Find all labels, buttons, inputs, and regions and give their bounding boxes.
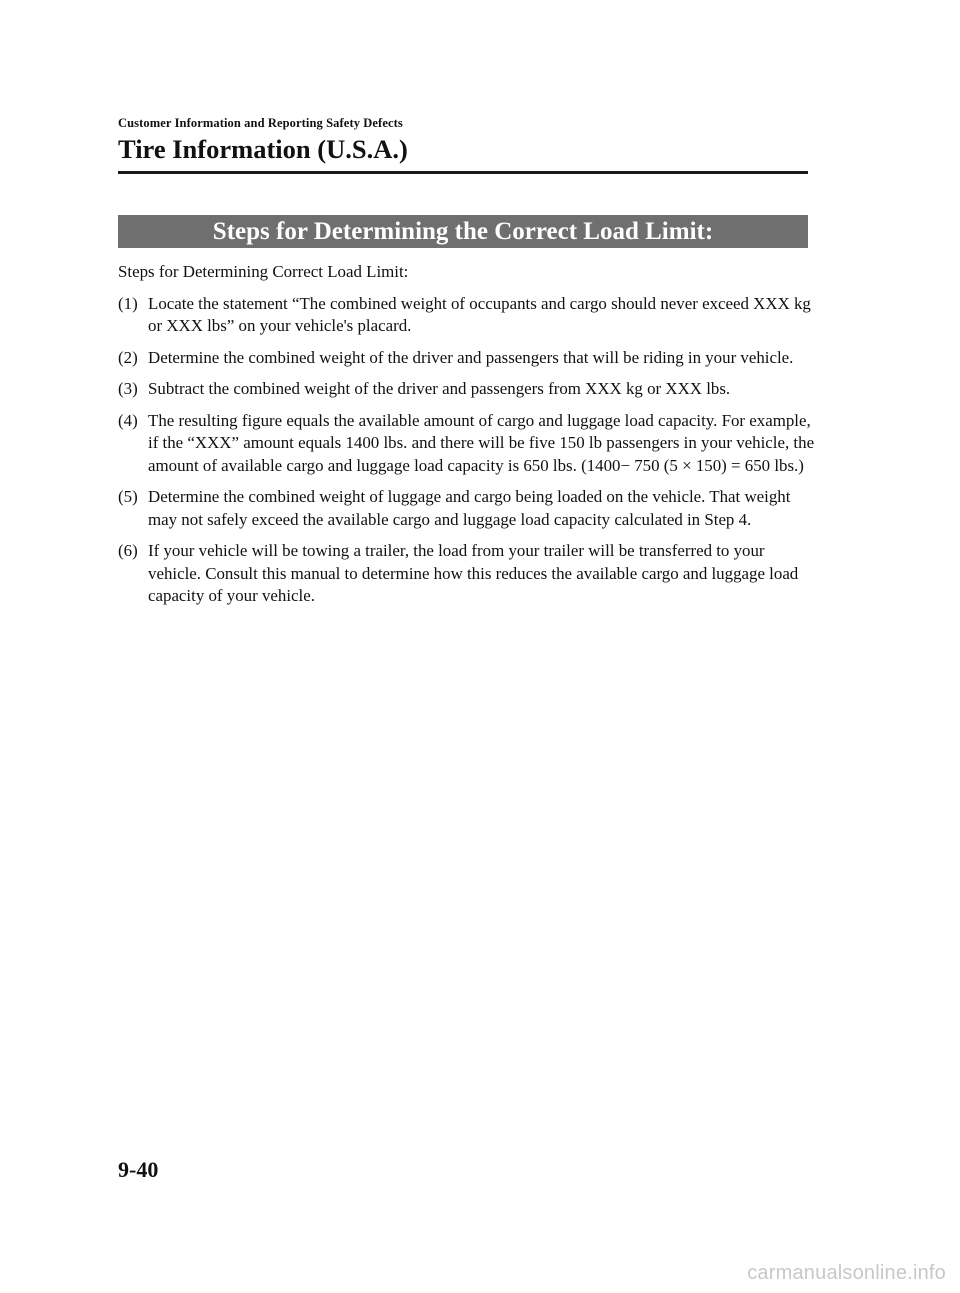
main-content	[118, 261, 818, 617]
steps-list	[118, 293, 818, 608]
step-number: (4)	[118, 410, 138, 430]
section-banner: Steps for Determining the Correct Load Limit:	[118, 215, 808, 248]
step-item	[118, 410, 818, 478]
step-number: (6)	[118, 541, 138, 560]
intro-text: Steps for Determining Correct Load Limit:	[118, 262, 409, 281]
page-title: Tire Information (U.S.A.)	[118, 134, 408, 164]
step-number: (2)	[118, 347, 138, 367]
step-number: (3)	[118, 379, 138, 398]
step-text: The resulting figure equals the available amount of cargo and luggage load capacity. For example, if the “XXX” amount equals 1400 lbs. and there will be five 150 lb passengers in your vehicle, the amount of available cargo and luggage load capacity is 650 lbs. (1400− 750 (5 × 150) = 650 lbs.)	[148, 410, 815, 475]
step-text: Locate the statement “The combined weight of occupants and cargo should never exceed XXX kg or XXX lbs” on your vehicle's placard.	[148, 293, 811, 335]
step-number: (1)	[118, 293, 138, 313]
step-item	[118, 486, 818, 531]
watermark: carmanualsonline.info	[747, 1262, 946, 1284]
step-number: (5)	[118, 487, 138, 506]
step-item	[118, 293, 818, 338]
title-divider	[118, 171, 808, 174]
step-item	[118, 347, 818, 370]
step-item	[118, 540, 818, 608]
step-text: Determine the combined weight of luggage and cargo being loaded on the vehicle. That weight may not safely exceed the available cargo and luggage load capacity calculated in Step 4.	[148, 487, 791, 529]
step-item	[118, 378, 818, 401]
page-number: 9-40	[118, 1157, 159, 1182]
step-text: Determine the combined weight of the driver and passengers that will be riding in your vehicle.	[148, 347, 794, 367]
step-text: If your vehicle will be towing a trailer, the load from your trailer will be transferred to your vehicle. Consult this manual to determine how this reduces the available cargo and luggage load capacity of your vehicle.	[148, 541, 799, 605]
step-text: Subtract the combined weight of the driver and passengers from XXX kg or XXX lbs.	[148, 379, 731, 398]
section-label: Customer Information and Reporting Safety Defects	[118, 116, 403, 130]
